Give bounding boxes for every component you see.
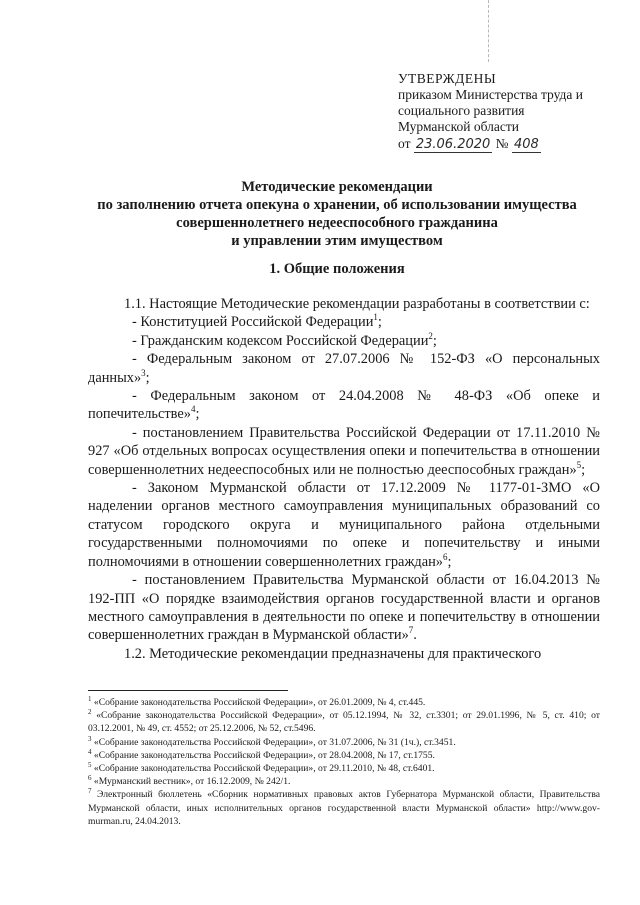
footnote-4: $^4$ «Собрание законодательства Российской Федерации», от 28.04.2008, № 17, ст.1755. [88,747,435,761]
footnote-2: $^2$ «Собрание законодательства Российской Федерации», от 05.12.1994, № 32, ст.3301; от 29.01.1996, № 5, ст. 410; от 03.12.2001, № 49, ст. 4552; от 25.12.2006, № 52, ст.5496. [88,708,600,735]
list-item-resolution-192: - постановлением Правительства Мурманской области от 16.04.2013 № 192-ПП «О порядке взаимодействия органов государственной власти и органов местного самоуправления в деятельности по опеке и попечительству в отношении совершеннолетних граждан в Мурманской области»$^7$. [88,572,600,644]
footnote-5: $^5$ «Собрание законодательства Российской Федерации», от 29.11.2010, № 48, ст.6401. [88,760,435,775]
date-prefix: от [398,136,411,151]
title-line-2: по заполнению отчета опекуна о хранении, об использовании имущества [97,197,577,213]
title-line-3: совершеннолетнего недееспособного гражданина [176,215,498,231]
footnote-separator [88,690,288,691]
list-item-law-48: - Федеральным законом от 24.04.2008 № 48-ФЗ «Об опеке и попечительстве»$^4$; [88,388,600,423]
document-title [88,178,586,250]
footnote-3: $^3$ «Собрание законодательства Российской Федерации», от 31.07.2006, № 31 (1ч.), ст.3451. [88,734,456,748]
scan-fold-mark [488,0,491,62]
footnote-6: $^6$ «Мурманский вестник», от 16.12.2009, № 242/1. [88,774,291,788]
handwritten-date: 23.06.2020 [415,137,491,152]
document-body [88,295,600,663]
footnote-ref: 3 [141,367,146,378]
approval-line-1: приказом Министерства труда и [398,87,583,102]
footnote-ref: 5 [576,459,582,470]
footnote-1: $^1$ «Собрание законодательства Российской Федерации», от 26.01.2009, № 4, ст.445. [88,694,426,708]
list-item-law-1177: - Законом Мурманской области от 17.12.2009 № 1177-01-ЗМО «О наделении органов местного самоуправления муниципальных образований со статусом городского округа и муниципального района отдельными государственными полномочиями по опеке и попечительству и иными полномочиями в отношении совершеннолетних граждан»$^6$; [88,480,600,570]
footnote-ref: 2 [428,331,433,342]
handwritten-number: 408 [513,137,539,152]
footnote-ref: 4 [190,404,196,415]
footnote-ref: 7 [408,625,414,636]
list-item-resolution-927: - постановлением Правительства Российской Федерации от 17.11.2010 № 927 «Об отдельных вопросах осуществления опеки и попечительства в отношении совершеннолетних недееспособных или не полностью дееспособных граждан»$^5$; [88,424,600,478]
list-item-constitution: - Конституцией Российской Федерации$^1$; [132,312,382,331]
footnote-7: $^7$ Электронный бюллетень «Сборник нормативных правовых актов Губернатора Мурманской области, Правительства Мурманской области, иных исполнительных органов государственной власти Мурманской области» http://www.gov-murman.ru, 24.04.2013. [88,787,601,827]
paragraph-1-2: 1.2. Методические рекомендации предназначены для практического [124,645,542,662]
approval-heading: УТВЕРЖДЕНЫ [398,71,497,86]
approval-block [398,71,618,153]
section-heading: 1. Общие положения [269,261,405,277]
title-line-1: Методические рекомендации [241,179,433,195]
list-item-law-152: - Федеральным законом от 27.07.2006 № 152-ФЗ «О персональных данных»$^3$; [88,351,600,386]
approval-line-2: социального развития [398,103,525,118]
approval-line-3: Мурманской области [398,119,519,134]
paragraph-1-1: 1.1. Настоящие Методические рекомендации разработаны в соответствии с: [124,296,590,312]
footnote-ref: 1 [373,312,378,323]
list-item-civil-code: - Гражданским кодексом Российской Федерации$^2$; [132,331,437,349]
title-line-4: и управлении этим имуществом [231,233,443,249]
footnote-ref: 6 [443,551,448,562]
number-prefix: № [495,136,509,151]
footnotes [88,696,600,828]
approval-date-line [398,136,618,153]
